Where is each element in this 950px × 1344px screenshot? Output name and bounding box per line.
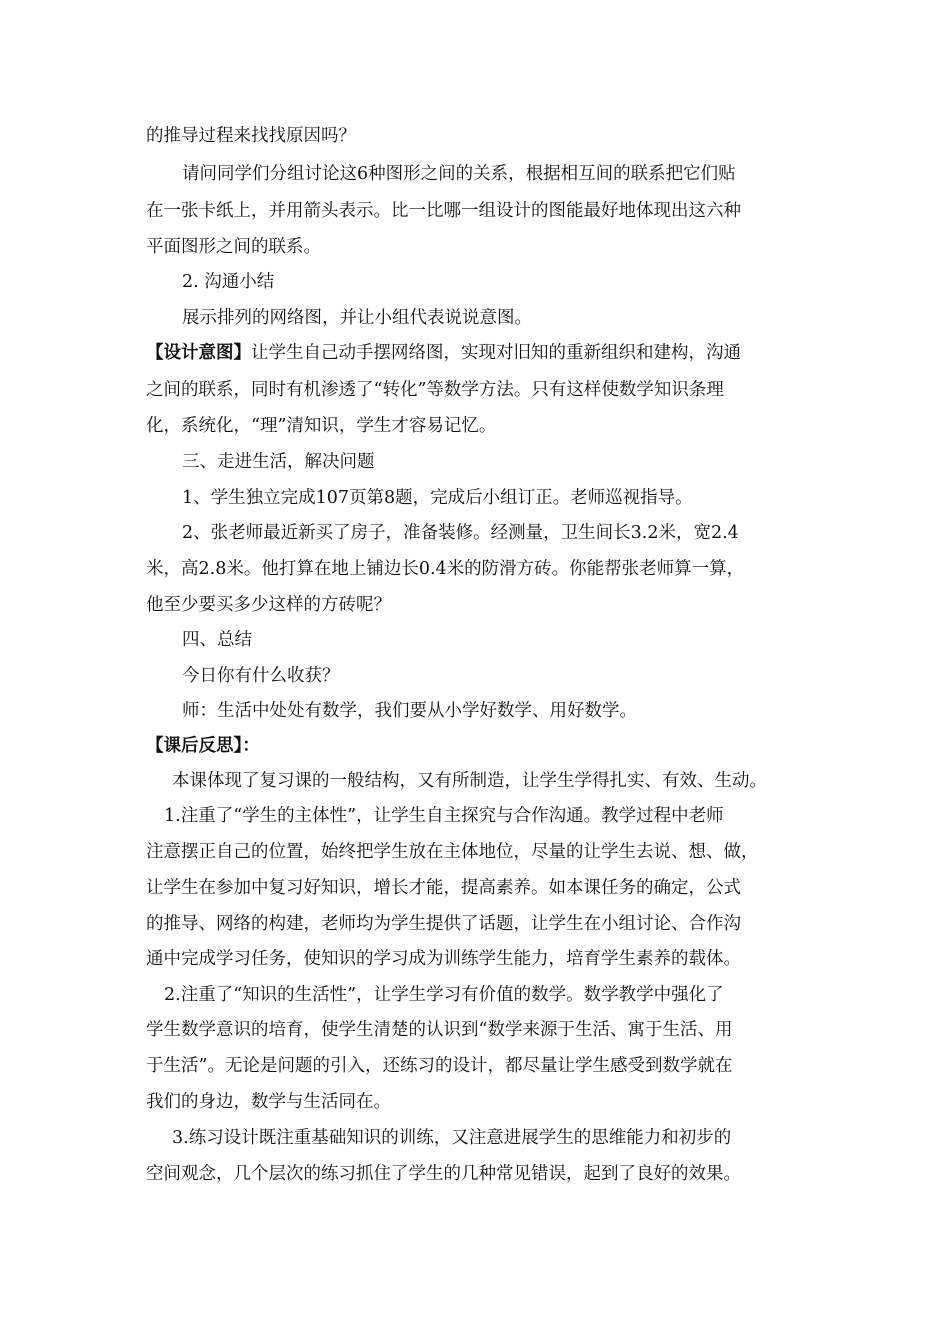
paragraph-line: 让学生在参加中复习好知识，增长才能，提高素养。如本课任务的确定，公式 <box>146 878 741 898</box>
paragraph-line: 请问同学们分组讨论这6种图形之间的关系，根据相互间的联系把它们贴 <box>182 164 736 184</box>
paragraph-line: 注意摆正自己的位置，始终把学生放在主体地位，尽量的让学生去说、想、做， <box>146 842 759 862</box>
paragraph-line: 通中完成学习任务，使知识的学习成为训练学生能力，培育学生素养的载体。 <box>146 949 741 969</box>
design-intent-text: 让学生自己动手摆网络图，实现对旧知的重新组织和建构，沟通 <box>251 343 741 363</box>
paragraph-line: 的推导、网络的构建，老师均为学生提供了话题，让学生在小组讨论、合作沟 <box>146 914 741 934</box>
paragraph-line: 之间的联系，同时有机渗透了“转化”等数学方法。只有这样使数学知识条理 <box>146 380 724 400</box>
section-heading: 三、走进生活，解决问题 <box>182 452 375 472</box>
paragraph-line: 米，高2.8米。他打算在地上铺边长0.4米的防滑方砖。你能帮张老师算一算， <box>146 559 745 579</box>
paragraph-line: 于生活”。无论是问题的引入，还练习的设计，都尽量让学生感受到数学就在 <box>146 1056 733 1076</box>
paragraph-line: 他至少要买多少这样的方砖呢？ <box>146 595 391 615</box>
paragraph-line: 展示排列的网络图，并让小组代表说说意图。 <box>182 308 532 328</box>
paragraph-line: 的推导过程来找找原因吗？ <box>146 126 356 146</box>
paragraph-line: 学生数学意识的培育，使学生清楚的认识到“数学来源于生活、寓于生活、用 <box>146 1020 733 1040</box>
reflection-heading: 【课后反思】： <box>146 736 260 756</box>
paragraph-line: 本课体现了复习课的一般结构，又有所制造，让学生学得扎实、有效、生动。 <box>172 771 767 791</box>
paragraph-line: 我们的身边，数学与生活同在。 <box>146 1092 391 1112</box>
paragraph-line: 化，系统化，“理”清知识，学生才容易记忆。 <box>146 416 497 436</box>
paragraph-line: 1.注重了“学生的主体性”，让学生自主探究与合作沟通。教学过程中老师 <box>164 806 724 826</box>
section-heading: 四、总结 <box>182 630 252 650</box>
design-intent-label: 【设计意图】 <box>146 343 251 363</box>
paragraph-line: 平面图形之间的联系。 <box>146 237 321 257</box>
paragraph-line: 空间观念，几个层次的练习抓住了学生的几种常见错误，起到了良好的效果。 <box>146 1164 741 1184</box>
paragraph-line: 2.注重了“知识的生活性”，让学生学习有价值的数学。数学教学中强化了 <box>164 985 724 1005</box>
paragraph-line: 3.练习设计既注重基础知识的训练，又注意进展学生的思维能力和初步的 <box>172 1128 732 1148</box>
section-heading: 2. 沟通小结 <box>182 272 275 292</box>
paragraph-line: 1、学生独立完成107页第8题，完成后小组订正。老师巡视指导。 <box>182 488 693 508</box>
paragraph-line: 2、张老师最近新买了房子，准备装修。经测量，卫生间长3.2米，宽2.4 <box>182 523 739 543</box>
design-intent-line <box>146 341 741 365</box>
paragraph-line: 师：生活中处处有数学，我们要从小学好数学、用好数学。 <box>182 701 637 721</box>
paragraph-line: 今日你有什么收获？ <box>182 666 340 686</box>
paragraph-line: 在一张卡纸上，并用箭头表示。比一比哪一组设计的图能最好地体现出这六种 <box>146 201 741 221</box>
